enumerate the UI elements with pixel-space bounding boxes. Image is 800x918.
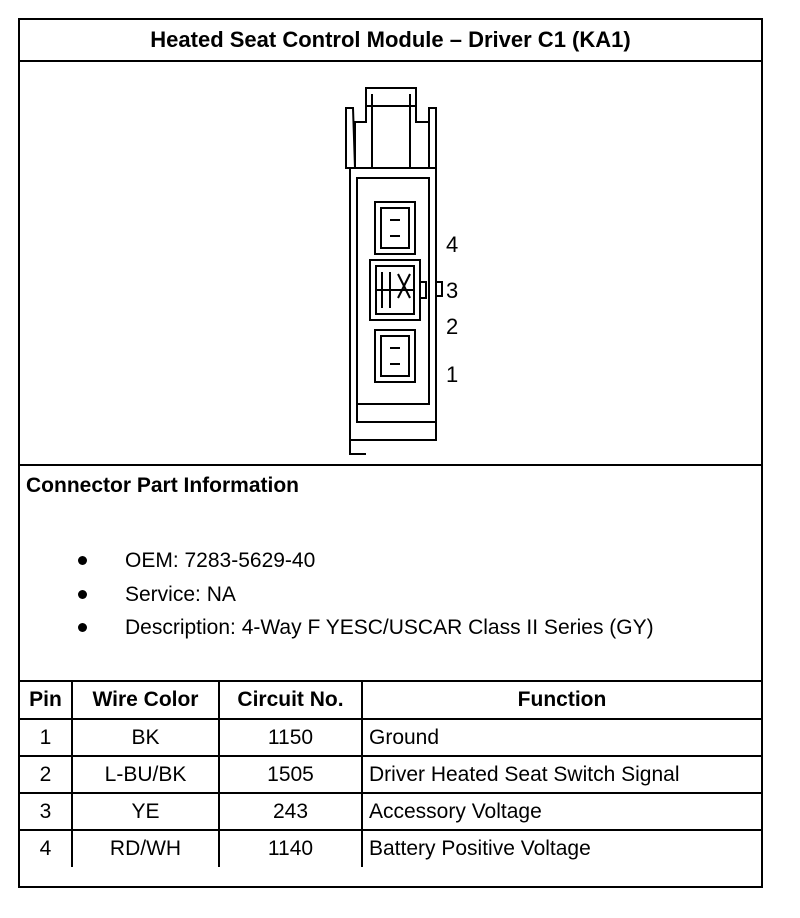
cell-wire-color: RD/WH	[72, 830, 219, 867]
table-row	[20, 719, 761, 756]
table-row	[20, 756, 761, 793]
info-item-text: Service: NA	[125, 582, 236, 606]
cell-circuit-no: 1505	[219, 756, 362, 793]
cell-wire-color: YE	[72, 793, 219, 830]
header-wire-color: Wire Color	[72, 682, 219, 719]
header-function: Function	[362, 682, 761, 719]
cell-circuit-no: 1140	[219, 830, 362, 867]
cell-function: Battery Positive Voltage	[362, 830, 761, 867]
header-circuit-no: Circuit No.	[219, 682, 362, 719]
info-item-text: Description: 4-Way F YESC/USCAR Class II Series (GY)	[125, 616, 654, 639]
info-item-text: OEM: 7283-5629-40	[125, 549, 316, 572]
cell-pin: 4	[20, 830, 72, 867]
cell-pin: 1	[20, 719, 72, 756]
connector-illustration	[20, 62, 761, 466]
connector-drawing	[20, 62, 761, 466]
cell-wire-color: BK	[72, 719, 219, 756]
table-row	[20, 830, 761, 867]
table-header-row	[20, 682, 761, 719]
cell-pin: 2	[20, 756, 72, 793]
bullet-icon	[78, 556, 87, 565]
header-pin: Pin	[20, 682, 72, 719]
bullet-icon	[78, 623, 87, 632]
cell-wire-color: L-BU/BK	[72, 756, 219, 793]
connector-part-information	[20, 466, 761, 682]
cell-pin: 3	[20, 793, 72, 830]
pin-label-1: 1	[446, 362, 459, 387]
sheet-title: Heated Seat Control Module – Driver C1 (KA1)	[20, 20, 761, 62]
cell-circuit-no: 1150	[219, 719, 362, 756]
pinout-table	[20, 682, 761, 867]
table-row	[20, 793, 761, 830]
cell-function: Accessory Voltage	[362, 793, 761, 830]
pin-label-4: 4	[446, 232, 459, 257]
cell-function: Driver Heated Seat Switch Signal	[362, 756, 761, 793]
connector-info-sheet	[18, 18, 763, 888]
cell-function: Ground	[362, 719, 761, 756]
bullet-icon	[78, 590, 87, 599]
info-item-description	[20, 611, 654, 645]
info-item-oem	[20, 544, 654, 578]
cell-circuit-no: 243	[219, 793, 362, 830]
info-item-service	[20, 578, 654, 612]
pin-label-3: 3	[446, 278, 459, 303]
info-list	[20, 544, 654, 645]
pin-label-2: 2	[446, 314, 459, 339]
info-heading: Connector Part Information	[26, 474, 300, 497]
